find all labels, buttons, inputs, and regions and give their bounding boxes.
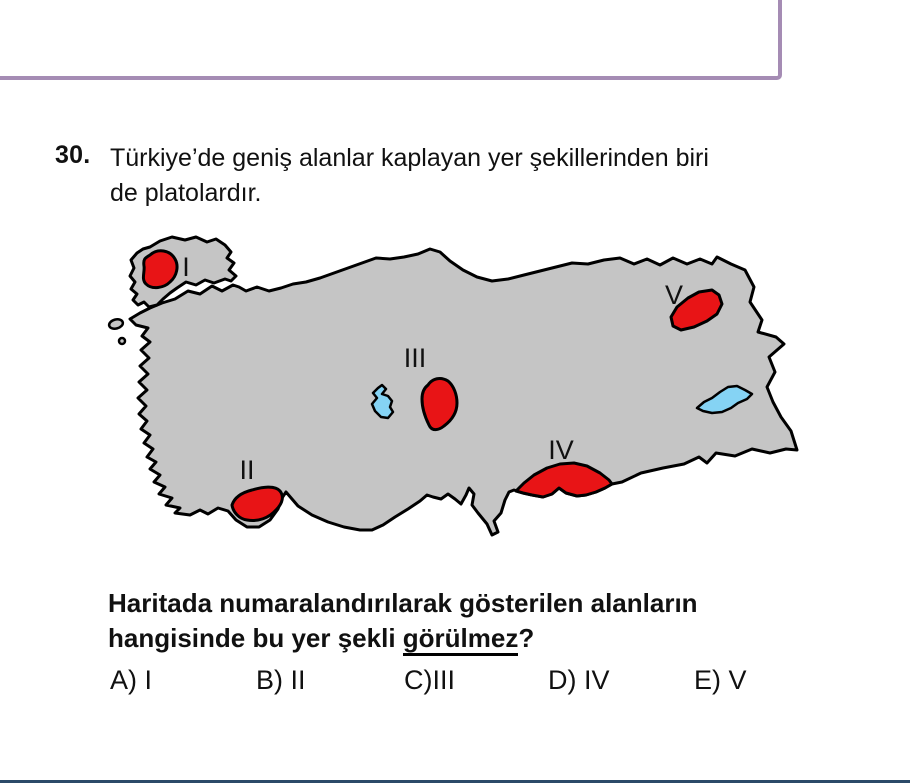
prompt-line-1: Haritada numaralandırılarak gösterilen alanların <box>108 588 698 618</box>
region-II-label: II <box>239 455 255 485</box>
region-V-label: V <box>664 280 684 310</box>
option-d[interactable]: D) IV <box>548 665 610 695</box>
region-III-label: III <box>403 343 427 373</box>
island-shape <box>119 338 125 344</box>
answer-options <box>0 665 910 705</box>
prompt-line-2-text: hangisinde bu yer şekli <box>108 623 403 653</box>
region-I-label: I <box>182 252 190 282</box>
turkey-map-svg <box>100 228 800 548</box>
prompt-question-mark: ? <box>518 623 535 653</box>
option-a[interactable]: A) I <box>110 665 153 695</box>
option-b[interactable]: B) II <box>256 665 306 695</box>
top-section-frame <box>0 0 782 80</box>
region-I-area <box>143 251 177 288</box>
option-e[interactable]: E) V <box>694 665 747 695</box>
question-number: 30. <box>55 141 91 169</box>
region-IV-label: IV <box>548 435 574 465</box>
turkey-map <box>100 228 800 548</box>
question-text-line-1: Türkiye’de geniş alanlar kaplayan yer şekillerinden biri <box>110 144 709 172</box>
question-prompt <box>108 586 828 656</box>
prompt-line-2 <box>108 621 828 656</box>
question-text <box>110 141 810 211</box>
question-text-line-2: de platolardır. <box>110 179 262 207</box>
option-c[interactable]: C)III <box>404 665 455 695</box>
island-shape <box>108 318 124 330</box>
underlined-word: görülmez <box>403 623 519 656</box>
